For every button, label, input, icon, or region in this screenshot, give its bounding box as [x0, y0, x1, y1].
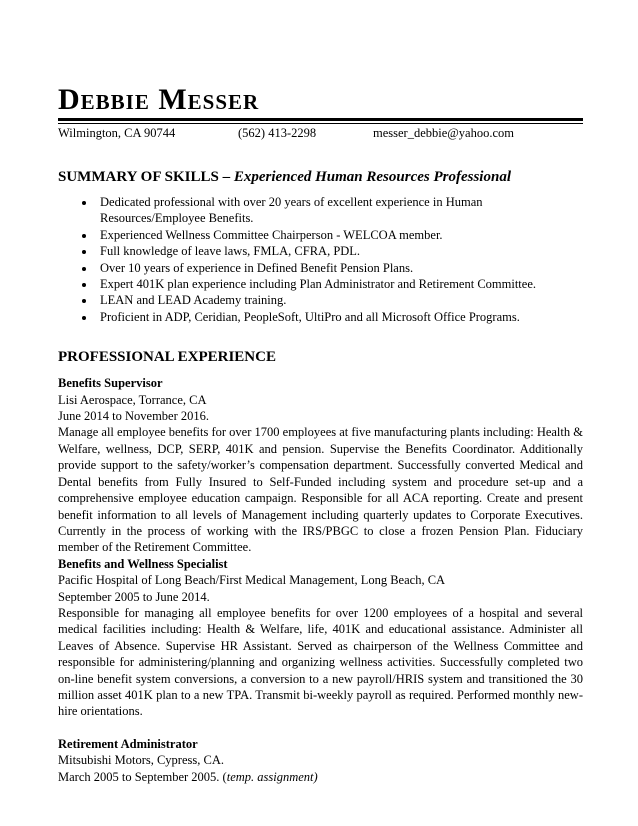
- contact-email: messer_debbie@yahoo.com: [373, 126, 514, 140]
- job-dates-note: temp. assignment): [226, 769, 318, 784]
- candidate-name: Debbie Messer: [58, 83, 260, 116]
- contact-line: [58, 125, 583, 141]
- job-dates: September 2005 to June 2014.: [58, 589, 210, 604]
- list-item: • Over 10 years of experience in Defined Benefit Pension Plans.: [96, 260, 583, 276]
- contact-phone: (562) 413-2298: [238, 126, 317, 140]
- resume-page: [58, 84, 583, 785]
- list-item: • LEAN and LEAD Academy training.: [96, 292, 583, 308]
- job-dates-text: March 2005 to September 2005. (: [58, 769, 227, 784]
- list-item: • Expert 401K plan experience including Plan Administrator and Retirement Committee.: [96, 276, 583, 292]
- job-entry: [58, 736, 583, 785]
- job-title: Benefits Supervisor: [58, 376, 163, 391]
- job-dates: [58, 769, 583, 785]
- list-item: • Proficient in ADP, Ceridian, PeopleSoft, UltiPro and all Microsoft Office Programs.: [96, 309, 583, 325]
- header-rule-thin: [58, 123, 583, 124]
- experience-heading: PROFESSIONAL EXPERIENCE: [58, 349, 276, 366]
- job-entry: [58, 375, 583, 555]
- job-entry: [58, 556, 583, 720]
- list-item: • Dedicated professional with over 20 years of excellent experience in Human Resources/Employee Benefits.: [96, 194, 583, 227]
- job-company: Mitsubishi Motors, Cypress, CA.: [58, 753, 224, 768]
- job-dates: June 2014 to November 2016.: [58, 409, 210, 424]
- summary-heading: [58, 168, 583, 186]
- summary-heading-label: SUMMARY OF SKILLS –: [58, 169, 234, 185]
- header-rule-thick: [58, 118, 583, 121]
- job-title: Benefits and Wellness Specialist: [58, 556, 228, 571]
- list-item: • Experienced Wellness Committee Chairperson - WELCOA member.: [96, 227, 583, 243]
- job-company: Pacific Hospital of Long Beach/First Medical Management, Long Beach, CA: [58, 573, 446, 588]
- contact-city: Wilmington, CA 90744: [58, 126, 176, 140]
- skills-list: [58, 194, 583, 325]
- job-title: Retirement Administrator: [58, 736, 198, 751]
- job-description: Responsible for managing all employee benefits for over 1200 employees of a hospital and several medical facilities including: Health & Welfare, life, 401K and educational assistance. Administer all Leaves of Absence. Supervise HR Assistant. Served as chairperson of the Wellness Committee and responsible for administering/planning and organizing wellness activities. Successfully completed two on-line benefit system conversions, a conversion to a new payroll/HRIS system and transitioned the 30 million asset 401K plan to a new TPA. Transmit bi-weekly payroll as required. Performed monthly new-hire orientations.: [58, 605, 583, 719]
- job-description: Manage all employee benefits for over 1700 employees at five manufacturing plants including: Health & Welfare, wellness, DCP, SERP, 401K and pension. Supervise the Benefits Coordinator. Additionally provide support to the safety/worker’s compensation department. Successfully converted Medical and Dental benefits from Fully Insured to Self-Funded including system and procedure set-up and a comprehensive employee education campaign. Responsible for all ACA reporting. Create and present benefit information to all levels of Management including quarterly updates to Corporate Executives. Currently in the process of working with the IRS/PBGC to close a frozen Pension Plan. Fiduciary member of the Retirement Committee.: [58, 425, 583, 555]
- summary-subheading: Experienced Human Resources Professional: [233, 169, 511, 185]
- list-item: • Full knowledge of leave laws, FMLA, CFRA, PDL.: [96, 243, 583, 259]
- job-company: Lisi Aerospace, Torrance, CA: [58, 392, 207, 407]
